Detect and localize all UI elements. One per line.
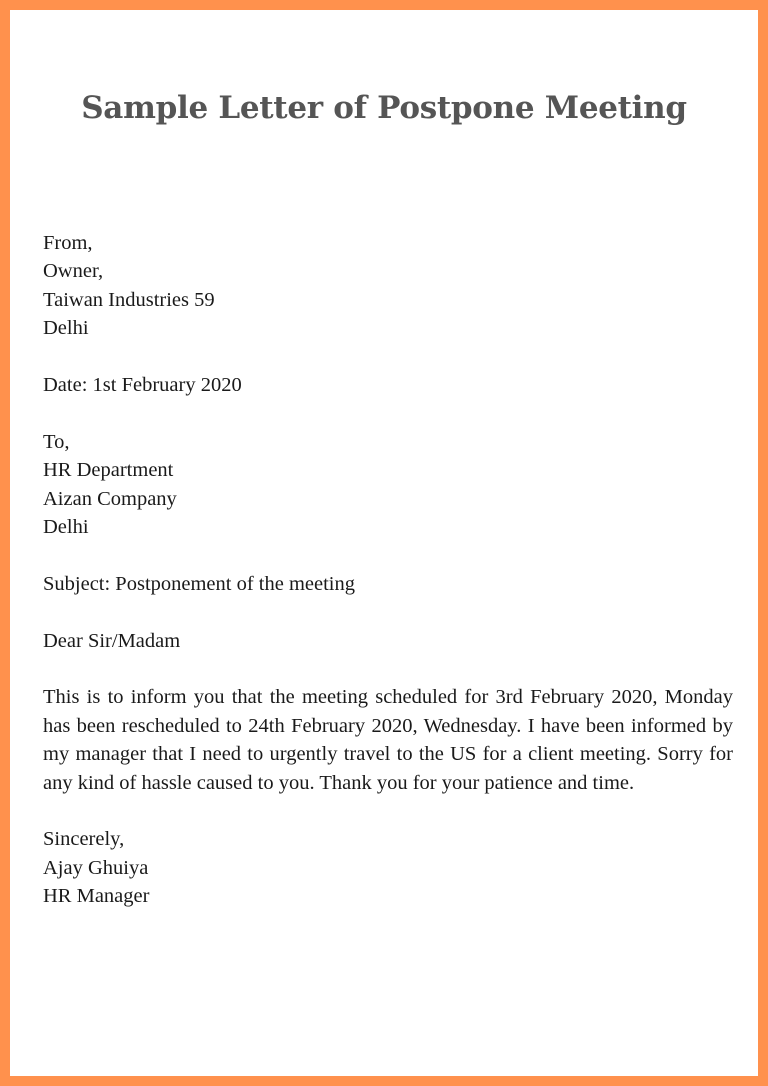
spacer (43, 797, 733, 825)
signer-name: Ajay Ghuiya (43, 856, 149, 879)
letter-subject: Subject: Postponement of the meeting (43, 572, 356, 595)
from-line-city: Delhi (43, 317, 89, 340)
closing-label: Sincerely, (43, 828, 125, 851)
spacer (43, 343, 733, 371)
to-line-company: Aizan Company (43, 487, 177, 510)
signer-position: HR Manager (43, 885, 150, 908)
spacer (43, 541, 733, 569)
spacer (43, 399, 733, 427)
spacer (43, 655, 733, 683)
from-label: From, (43, 232, 93, 254)
page-title: Sample Letter of Postpone Meeting (81, 90, 687, 126)
to-line-city: Delhi (43, 516, 89, 539)
body-paragraph: This is to inform you that the meeting scheduled for 3rd February 2020, Monday has been rescheduled to 24th February 2020, Wednesday. I have been informed by my manager that I need to urgently travel to the US for a client meeting. Sorry for any kind of hassle caused to you. Thank you for your patience and time. (43, 686, 733, 794)
spacer (43, 598, 733, 626)
from-line-company: Taiwan Industries 59 (43, 288, 215, 311)
letter-body (43, 229, 733, 911)
from-line-owner: Owner, (43, 260, 104, 283)
to-line-department: HR Department (43, 459, 174, 482)
salutation: Dear Sir/Madam (43, 629, 181, 652)
to-label: To, (43, 430, 70, 453)
letter-date: Date: 1st February 2020 (43, 374, 242, 397)
